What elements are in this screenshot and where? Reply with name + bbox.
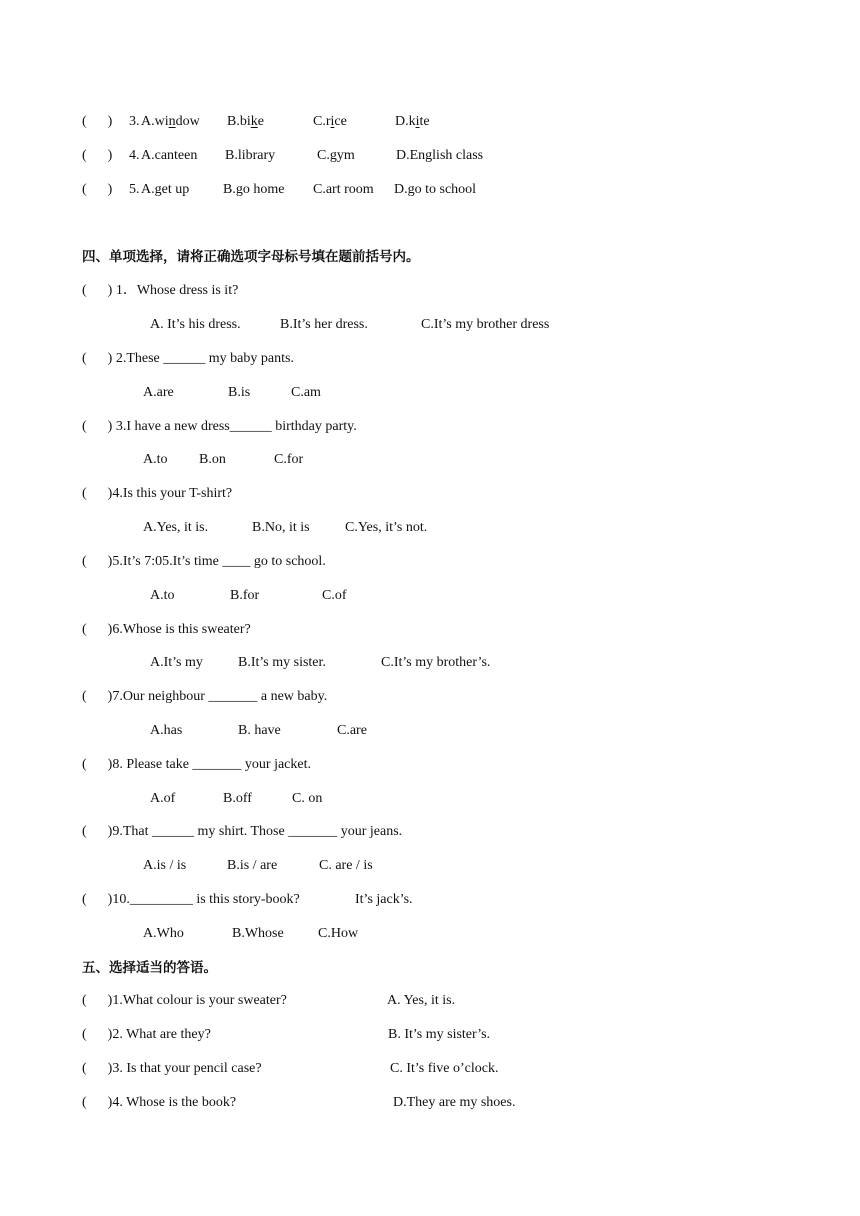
- answer-bracket: ( ): [82, 182, 113, 197]
- option-a: A.canteen: [141, 148, 198, 163]
- question-text: ( )3. Is that your pencil case?: [82, 1061, 262, 1076]
- option-c: C.gym: [317, 148, 355, 163]
- option-c: C.Yes, it’s not.: [345, 520, 428, 535]
- question-text: ( )8. Please take _______ your jacket.: [82, 757, 311, 772]
- question-text: ( )6.Whose is this sweater?: [82, 622, 251, 637]
- answer-option: B. It’s my sister’s.: [388, 1027, 491, 1042]
- option-b: B.No, it is: [252, 520, 310, 535]
- option-a: A.is / is: [143, 858, 187, 873]
- question-text: ( )9.That ______ my shirt. Those _______ your jeans.: [82, 824, 403, 839]
- section-heading: 四、单项选择，请将正确选项字母标号填在题前括号内。: [82, 249, 420, 265]
- option-c: C.art room: [313, 182, 374, 197]
- question-number: 3.: [129, 114, 140, 129]
- option-c: C.am: [291, 385, 321, 400]
- question-text: ( )4.Is this your T-shirt?: [82, 486, 233, 501]
- option-c: C.It’s my brother’s.: [381, 655, 491, 670]
- question-text: ( )4. Whose is the book?: [82, 1095, 237, 1110]
- option-b: B.off: [223, 791, 252, 806]
- answer-bracket: ( ): [82, 114, 113, 129]
- option-a: A.window: [141, 114, 200, 129]
- question-text: ( ) 2.These ______ my baby pants.: [82, 351, 294, 366]
- option-b: B.is / are: [227, 858, 278, 873]
- option-c: C.rice: [313, 114, 347, 129]
- option-b: B.Whose: [232, 926, 284, 941]
- option-c: C.How: [318, 926, 359, 941]
- option-a: A.Who: [143, 926, 184, 941]
- option-c: C.for: [274, 452, 304, 467]
- answer-option: A. Yes, it is.: [387, 993, 456, 1008]
- option-c: C.of: [322, 588, 347, 603]
- answer-bracket: ( ): [82, 148, 113, 163]
- option-c: C. on: [292, 791, 323, 806]
- question-number: 4.: [129, 148, 140, 163]
- section-heading: 五、选择适当的答语。: [82, 960, 217, 976]
- question-number: 5.: [129, 182, 140, 197]
- option-c: C. are / is: [319, 858, 373, 873]
- option-b: B.is: [228, 385, 251, 400]
- option-a: A.of: [150, 791, 176, 806]
- option-a: A. It’s his dress.: [150, 317, 241, 332]
- option-a: A.to: [150, 588, 175, 603]
- option-a: A.Yes, it is.: [143, 520, 209, 535]
- option-d: D.go to school: [394, 182, 477, 197]
- option-d: D.English class: [396, 148, 484, 163]
- option-b: B.go home: [223, 182, 285, 197]
- question-text: ( )7.Our neighbour _______ a new baby.: [82, 689, 328, 704]
- question-text: ( )2. What are they?: [82, 1027, 211, 1042]
- option-b: B.library: [225, 148, 276, 163]
- answer-option: D.They are my shoes.: [393, 1095, 516, 1110]
- option-c: C.It’s my brother dress: [421, 317, 550, 332]
- option-b: B.on: [199, 452, 226, 467]
- option-a: A.It’s my: [150, 655, 203, 670]
- answer-option: C. It’s five o’clock.: [390, 1061, 499, 1076]
- option-a: A.has: [150, 723, 183, 738]
- option-a: A.are: [143, 385, 174, 400]
- option-a: A.get up: [141, 182, 190, 197]
- question-text: ( )10._________ is this story-book?: [82, 892, 300, 907]
- option-a: A.to: [143, 452, 168, 467]
- option-b: B.It’s her dress.: [280, 317, 368, 332]
- matching-row: [82, 1094, 516, 1166]
- question-text: ( )5.It’s 7:05.It’s time ____ go to school.: [82, 554, 326, 569]
- option-b: B.for: [230, 588, 260, 603]
- option-b: B.bike: [227, 114, 264, 129]
- option-b: B.It’s my sister.: [238, 655, 326, 670]
- option-d: D.kite: [395, 114, 430, 129]
- answer-text: It’s jack’s.: [355, 892, 413, 907]
- question-text: ( ) 1．Whose dress is it?: [82, 283, 239, 298]
- question-text: ( ) 3.I have a new dress______ birthday party.: [82, 419, 357, 434]
- option-c: C.are: [337, 723, 367, 738]
- option-b: B. have: [238, 723, 281, 738]
- question-text: ( )1.What colour is your sweater?: [82, 993, 287, 1008]
